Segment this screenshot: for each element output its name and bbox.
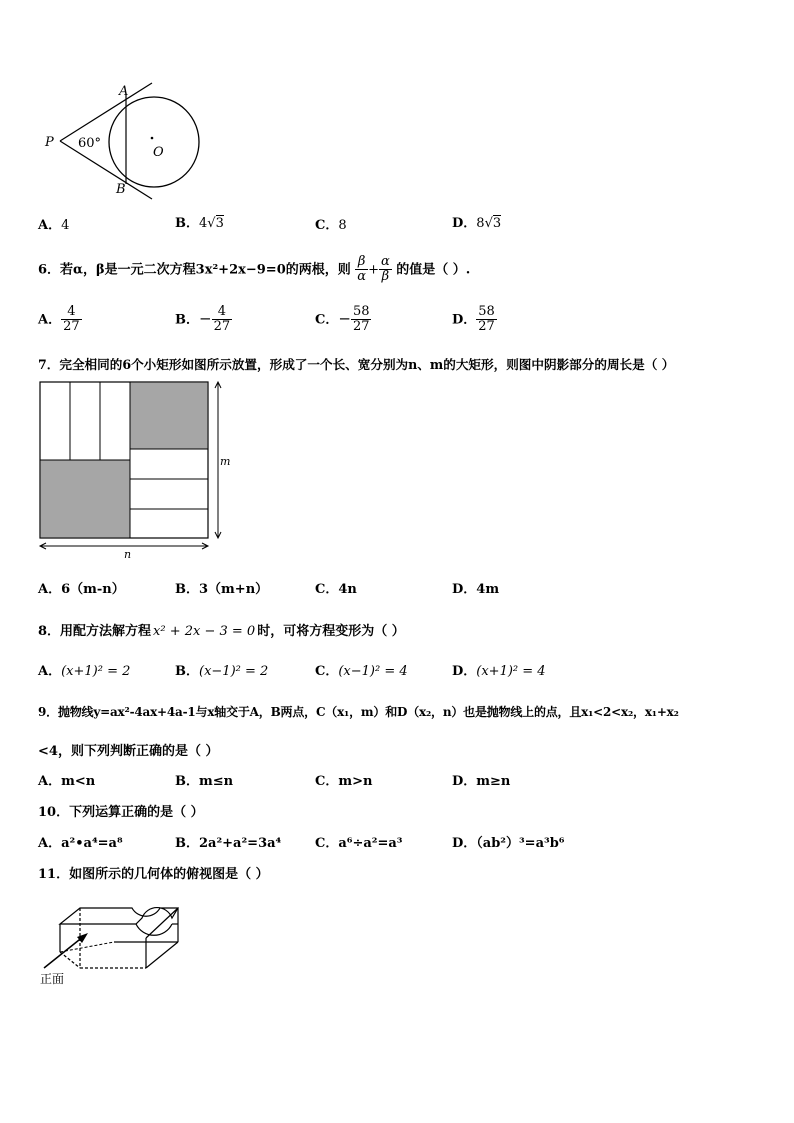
angle-label: 60°	[78, 136, 102, 151]
label-a: A	[119, 84, 129, 99]
q9-option-d[interactable]: D．m≥n	[452, 774, 511, 789]
q5-option-d[interactable]: D．8√3	[452, 216, 502, 231]
q8-equation: x² + 2x − 3 = 0	[153, 624, 256, 639]
q7-stem: 7．完全相同的6个小矩形如图所示放置，形成了一个长、宽分别为n、m的大矩形，则图中阴影部分的周长是（ ）	[38, 357, 675, 372]
q9-option-a[interactable]: A．m<n	[38, 774, 96, 789]
q9-stem-line2: <4，则下列判断正确的是（ ）	[38, 744, 219, 759]
q6-option-d[interactable]: D． $\frac{58}{27}$	[452, 304, 495, 335]
q7-option-b[interactable]: B．3（m+n）	[175, 582, 269, 597]
tangent-pa	[60, 83, 152, 141]
q5-option-c[interactable]: C．8	[315, 218, 347, 233]
q10-option-d[interactable]: D．（ab²）³=a³b⁶	[452, 836, 565, 851]
q10-option-c[interactable]: C．a⁶÷a²=a³	[315, 836, 403, 851]
q6-option-a[interactable]: A． $\frac{4}{27}$	[38, 304, 80, 335]
q8-option-d[interactable]: D．(x+1)² = 4	[452, 664, 546, 679]
q9-option-c[interactable]: C．m>n	[315, 774, 373, 789]
q6-option-b[interactable]: B．− $\frac{4}{27}$	[175, 304, 231, 335]
q10-option-a[interactable]: A．a²•a⁴=a⁸	[38, 836, 123, 851]
q11-stem: 11．如图所示的几何体的俯视图是（ ）	[38, 867, 269, 882]
q9-option-b[interactable]: B．m≤n	[175, 774, 234, 789]
sqrt-sign: √	[484, 216, 493, 231]
label-o: O	[153, 145, 164, 160]
rectangles-figure	[36, 378, 236, 563]
q6-option-c[interactable]: C．− $\frac{58}{27}$	[315, 304, 370, 335]
q8-option-b[interactable]: B．(x−1)² = 2	[175, 664, 269, 679]
shaded-region-bottom-left	[40, 460, 130, 538]
q9-stem-line1: 9．抛物线y=ax²-4ax+4a-1与x轴交于A，B两点，C（x₁，m）和D（x₂，n）也是抛物线上的点，且x₁<2<x₂，x₁+x₂	[38, 705, 679, 719]
center-dot	[151, 137, 154, 140]
label-p: P	[45, 135, 54, 150]
circle-o	[109, 97, 199, 187]
fraction-alpha-over-beta: $\frac{\alpha}{\beta}$	[380, 254, 390, 285]
sqrt-sign: √	[207, 216, 216, 231]
tangent-circle-figure	[40, 80, 210, 200]
front-arrow	[44, 936, 84, 968]
q7-option-a[interactable]: A．6（m-n）	[38, 582, 125, 597]
label-n: n	[124, 548, 132, 561]
q7-option-d[interactable]: D．4m	[452, 582, 500, 597]
q10-option-b[interactable]: B．2a²+a²=3a⁴	[175, 836, 282, 851]
top-face	[60, 908, 178, 924]
front-label: 正面	[40, 972, 65, 986]
q5-option-b[interactable]: B．4√3	[175, 216, 224, 231]
fraction-beta-over-alpha: $\frac{\beta}{\alpha}$	[357, 254, 367, 285]
q7-option-c[interactable]: C．4n	[315, 582, 357, 597]
label-b: B	[116, 182, 126, 197]
q8-option-c[interactable]: C．(x−1)² = 4	[315, 664, 408, 679]
q8-option-a[interactable]: A．(x+1)² = 2	[38, 664, 131, 679]
q8-stem: 8．用配方法解方程 x² + 2x − 3 = 0 时，可将方程变形为（ ）	[38, 624, 405, 639]
shaded-region-top-right	[130, 382, 208, 449]
label-m: m	[220, 455, 231, 468]
geometric-solid-figure	[36, 890, 196, 990]
q10-stem: 10．下列运算正确的是（ ）	[38, 805, 204, 820]
q5-option-a[interactable]: A．4	[38, 218, 70, 233]
q6-stem: 6．若α，β是一元二次方程3x²+2x−9=0的两根，则 $\frac{\beta}{\alpha}$ + $\frac{\alpha}{\beta}$ 的值是（ ）.	[38, 254, 471, 285]
tangent-pb	[60, 141, 152, 199]
